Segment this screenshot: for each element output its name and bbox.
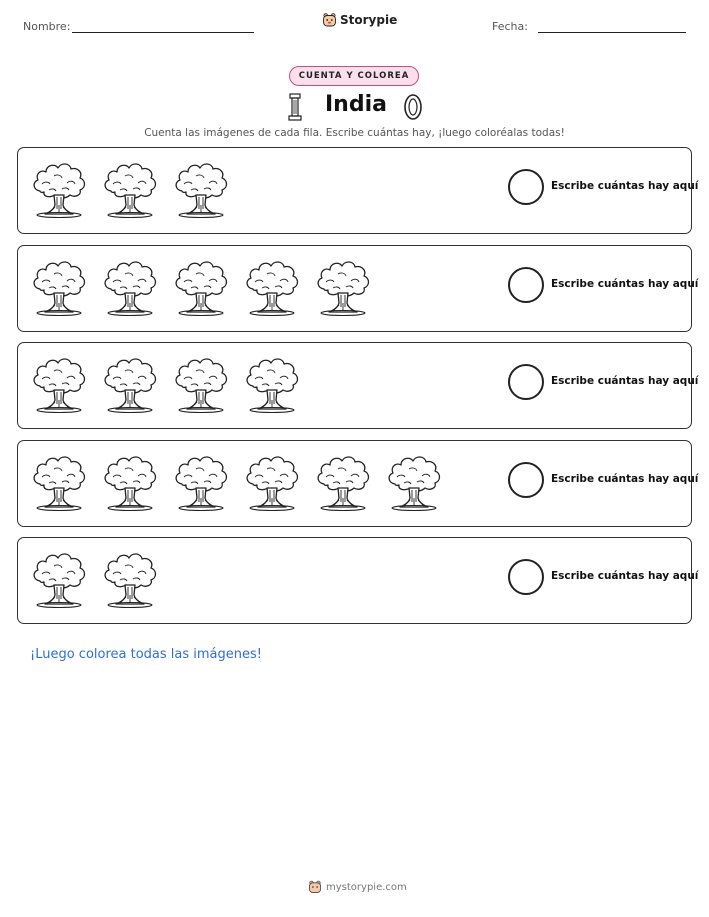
worksheet-type-badge: CUENTA Y COLOREA xyxy=(289,66,419,86)
banyan-tree-icon xyxy=(30,352,88,416)
banyan-tree-icon xyxy=(101,547,159,611)
banyan-tree-icon xyxy=(172,255,230,319)
answer-label: Escribe cuántas hay aquí xyxy=(551,180,699,192)
counting-row-1 xyxy=(17,147,699,234)
answer-label: Escribe cuántas hay aquí xyxy=(551,570,699,582)
banyan-tree-icon xyxy=(172,450,230,514)
answer-circle[interactable] xyxy=(508,267,544,303)
storypie-bear-icon xyxy=(308,880,322,894)
brand-name: Storypie xyxy=(340,13,398,27)
banyan-tree-icon xyxy=(172,157,230,221)
color-instruction: ¡Luego colorea todas las imágenes! xyxy=(30,647,262,662)
answer-label: Escribe cuántas hay aquí xyxy=(551,278,699,290)
answer-circle[interactable] xyxy=(508,169,544,205)
banyan-tree-icon xyxy=(101,255,159,319)
counting-row-5 xyxy=(17,537,699,624)
banyan-tree-icon xyxy=(243,352,301,416)
page-title: India xyxy=(325,92,387,117)
site-url: mystorypie.com xyxy=(326,881,407,893)
site-footer xyxy=(308,880,407,894)
zero-numeral-icon xyxy=(403,93,423,121)
banyan-tree-icon xyxy=(101,352,159,416)
banyan-tree-icon xyxy=(314,255,372,319)
answer-circle[interactable] xyxy=(508,364,544,400)
name-field[interactable] xyxy=(72,32,254,33)
banyan-tree-icon xyxy=(101,157,159,221)
banyan-tree-icon xyxy=(172,352,230,416)
pillar-icon xyxy=(288,93,302,121)
counting-row-3 xyxy=(17,342,699,429)
banyan-tree-icon xyxy=(30,255,88,319)
banyan-tree-icon xyxy=(30,157,88,221)
date-field[interactable] xyxy=(538,32,686,33)
banyan-tree-icon xyxy=(30,547,88,611)
banyan-tree-icon xyxy=(243,450,301,514)
banyan-tree-icon xyxy=(314,450,372,514)
banyan-tree-icon xyxy=(385,450,443,514)
storypie-bear-icon xyxy=(322,12,337,28)
banyan-tree-icon xyxy=(243,255,301,319)
answer-label: Escribe cuántas hay aquí xyxy=(551,375,699,387)
instructions: Cuenta las imágenes de cada fila. Escribe cuántas hay, ¡luego coloréalas todas! xyxy=(144,127,565,139)
answer-circle[interactable] xyxy=(508,559,544,595)
banyan-tree-icon xyxy=(101,450,159,514)
title-row xyxy=(285,92,425,122)
name-label: Nombre: xyxy=(23,20,71,33)
banyan-tree-icon xyxy=(30,450,88,514)
counting-row-2 xyxy=(17,245,699,332)
answer-label: Escribe cuántas hay aquí xyxy=(551,473,699,485)
date-label: Fecha: xyxy=(492,20,528,33)
answer-circle[interactable] xyxy=(508,462,544,498)
storypie-logo xyxy=(322,12,397,28)
counting-row-4 xyxy=(17,440,699,527)
